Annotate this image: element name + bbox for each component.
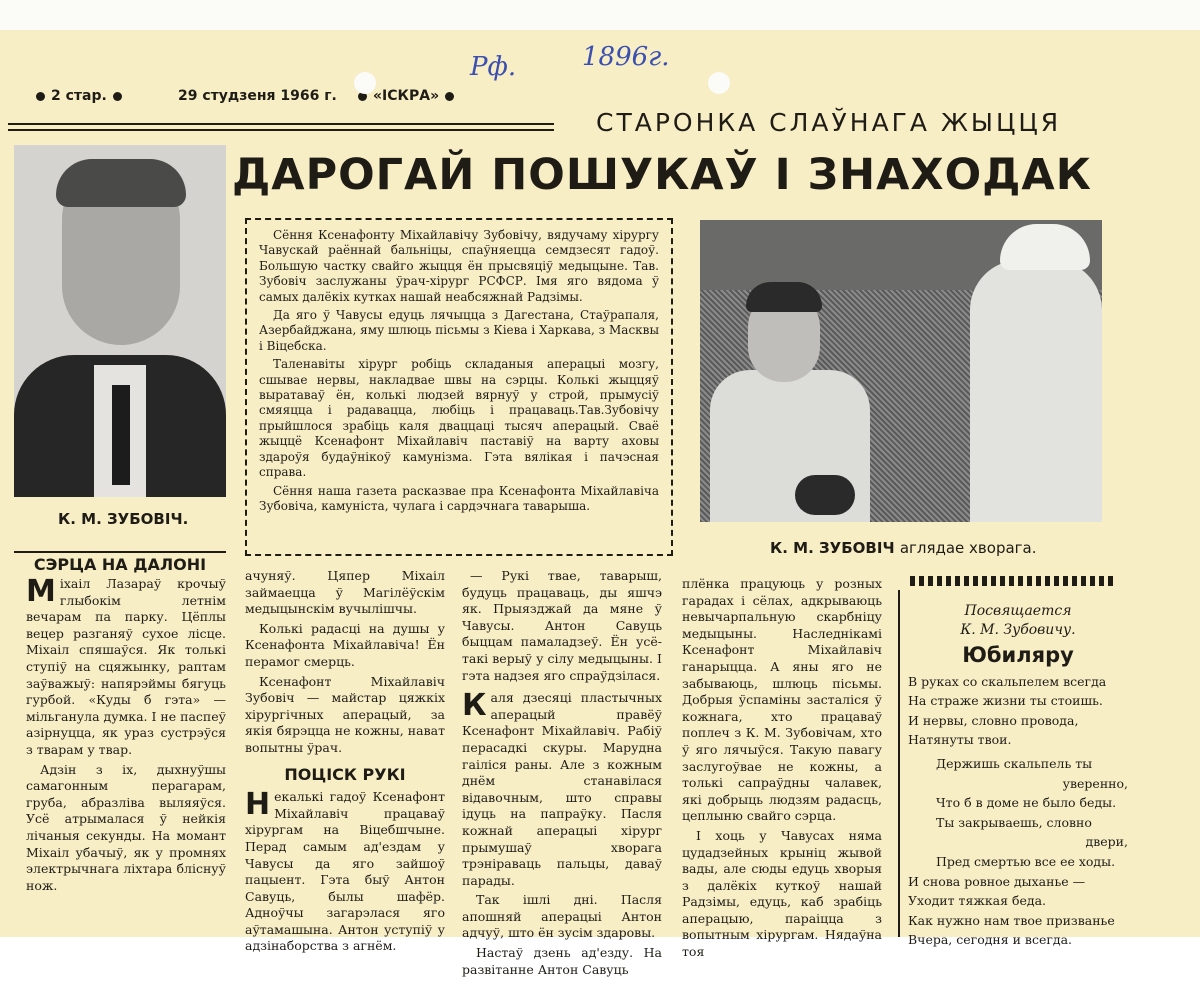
headline: ДАРОГАЙ ПОШУКАЎ І ЗНАХОДАК: [232, 150, 1092, 200]
newspaper-page: [0, 30, 1200, 977]
bullet-icon: [445, 92, 454, 101]
poem-line: На страже жизни ты стоишь.: [908, 693, 1103, 709]
header-rule: [8, 129, 554, 131]
poem-line: Уходит тяжкая беда.: [908, 893, 1046, 909]
poem-block: [908, 602, 1128, 950]
story-column-1: Міхаіл Лазараў крочыў глыбокім летнім вечарам па парку. Цёплы вецер разганяў сухое лісце. Міхаіл спяшаўся. Як толькі ступіў на сцяжынку, раптам заўважыў: напярэймы бягуць гурбой. «Куды б гэта» — мільганула думка. І не паспеў азірнуцца, як ураз сустрэўся з тварам у твар. Адзін з іх, дыхнуўшы самагонным перагарам, груба, абразліва выляяўся. Усё атрымалася ў нейкія лічаныя секунды. На момант Міхаіл убачыў, як у промнях электрычнага ліхтара бліснуў нож.: [26, 574, 226, 893]
story-title-handshake: ПОЦІСК РУКІ: [284, 764, 406, 784]
story-column-3: — Рукі твае, таварыш, будуць працаваць, ды яшчэ як. Прыязджай да мяне ў Чавусы. Антон Савуць быццам памаладзеў. Ён усё-такі верыў у сілу медыцыны. І гэта надзея яго спраўдзілася. Каля дзесяці пластычных аперацый правёў Ксенафонт Міхайлавіч. Рабіў пераcадкі скуры. Марудна гаіліся раны. Але з кожным днём станавілася відавочным, што справы ідуць на папраўку. Пасля кожнай аперацыі хірург прымушаў хворага трэніраваць пальцы, даваў парады. Так ішлі дні. Пасля апошняй аперацыі Антон адчуў, што ён зусім здаровы. Настаў дзень ад'езду. На развітанне Антон Савуць: [462, 568, 662, 977]
poem-line: Как нужно нам твое призванье: [908, 912, 1115, 928]
poem-dedication: Посвящается: [964, 603, 1072, 619]
drop-cap: Н: [245, 787, 271, 823]
poem-dedication-name: К. М. Зубовичу.: [960, 622, 1076, 638]
portrait-caption: К. М. ЗУБОВІЧ.: [58, 510, 189, 528]
punch-hole: [354, 72, 376, 94]
poem-line: И нервы, словно провода,: [908, 712, 1079, 728]
bullet-icon: [113, 92, 122, 101]
poem-line: Натянуты твои.: [908, 732, 1012, 748]
newspaper-name: «ІСКРА»: [352, 88, 460, 104]
poem-line: двери,: [1085, 834, 1128, 850]
column-rule: [898, 590, 900, 937]
surgery-photo: [700, 220, 1102, 522]
decorative-border: [910, 576, 1114, 586]
issue-date: 29 студзеня 1966 г.: [178, 88, 337, 104]
header-rule: [8, 123, 554, 125]
story-column-2: ачуняў. Цяпер Міхаіл займаецца ў Магілёўскім медыцынскім вучылішчы. Колькі радасці на душы у Ксенафонта Міхайлавіча! Ён перамог смерць. Ксенафонт Міхайлавіч Зубовіч — майстар цяжкіх хірургічных аперацый, за якія бярэцца не кожны, нават вопытны ўрач. ПОЦІСК РУКІ Некалькі гадоў Ксенафонт Міхайлавіч працаваў хірургам на Віцебшчыне. Перад самым ад'ездам у Чавусы да яго зайшоў пацыент. Гэта быў Антон Савуць, былы шафёр. Адноўчы загарэлася яго аўтамашына. Антон уступіў у адзінаборства з агнём.: [245, 568, 445, 954]
drop-cap: К: [462, 688, 487, 724]
poem-line: Что б в доме не было беды.: [936, 795, 1117, 811]
intro-box: [245, 218, 673, 556]
poem-title: Юбиляру: [962, 643, 1074, 667]
poem-line: Держишь скальпель ты: [936, 755, 1093, 771]
punch-hole: [708, 72, 730, 94]
section-title: СТАРОНКА СЛАЎНАГА ЖЫЦЦЯ: [596, 108, 1062, 137]
poem-line: Вчера, сегодня и всегда.: [908, 932, 1073, 948]
handwritten-number: 1896г.: [582, 42, 670, 72]
drop-cap: М: [26, 574, 56, 609]
photo-caption: К. М. ЗУБОВІЧ аглядае хворага.: [770, 539, 1037, 557]
poem-line: Пред смертью все ее ходы.: [936, 853, 1116, 869]
poem-line: уверенно,: [1062, 775, 1128, 791]
handwritten-note: Рф.: [470, 52, 517, 82]
poem-line: И снова ровное дыханье —: [908, 873, 1086, 889]
poem-line: Ты закрываешь, словно: [936, 814, 1092, 830]
story-column-4: плёнка працуюць у розных гарадах і сёлах, адкрываюць невычарпальную скарбніцу медыцыны. Наследнікамі Ксенафонт Міхайлавіч ганарыцца. А яны яго не забываюць, шлюць пісьмы. Добрыя ўспаміны засталіся ў кожнага, хто працаваў поплеч з К. М. Зубовічам, хто ў яго лячыўся. Такую павагу заслугоўвае не кожны, а толькі сапраўдны чалавек, які добрыць людзям радасць, цеплыню свайго сэрца. І хоць у Чавусах няма цудадзейных крыніц жывой вады, але сюды едуць хворыя з далёкіх куткоў нашай Радзімы, едуць, каб зрабіць аперацыю, параіцца з вопытным хірургам. Нядаўна тоя: [682, 576, 882, 960]
scan-margin: [0, 0, 1200, 30]
poem-line: В руках со скальпелем всегда: [908, 673, 1107, 689]
bullet-icon: [36, 92, 45, 101]
story-title-heart: СЭРЦА НА ДАЛОНІ: [14, 551, 226, 574]
portrait-photo: [14, 145, 226, 497]
intro-text: Сёння Ксенафонту Міхайлавічу Зубовічу, вядучаму хірургу Чавускай раённай бальніцы, спаўняецца семдзесят гадоў. Большую частку свайго жыцця ён прысвяціў медыцыне. Тав. Зубовіч заслужаны ўрач-хірург РСФСР. Імя яго вядома ў самых далёкіх кутках нашай неабсяжнай Радзімы. Да яго ў Чавусы едуць лячыцца з Дагестана, Стаўрапаля, Азербайджана, яму шлюць пісьмы з Кіева і Харкава, з Масквы і Віцебска. Таленавіты хірург робіць складаныя аперацыі мозгу, сшывае нервы, накладвае швы на сэрцы. Колькі жыццяў выратаваў ён, колькі людзей вярнуў у строй, прымусіў смяяцца і радавацца, любіць і працаваць.Тав.Зубовічу прыйшлося зрабіць каля дваццаці тысяч аперацый. Сваё жыццё Ксенафонт Міхайлавіч паставіў на варту аховы здароўя будаўнікоў камунізма. Гэта вялікая і пачэсная справа. Сёння наша газета расказвае пра Ксенафонта Міхайлавіча Зубовіча, камуніста, чулага і сардэчнага таварыша.: [259, 228, 659, 513]
page-number: 2 стар.: [30, 88, 128, 104]
